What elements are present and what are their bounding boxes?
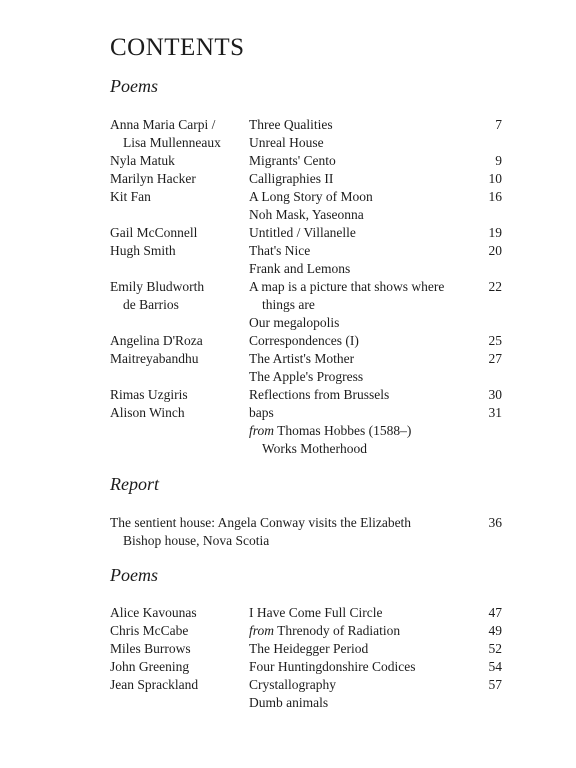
toc-author: Lisa Mullenneaux (123, 135, 221, 150)
toc-work: I Have Come Full Circle (249, 605, 383, 620)
toc-work: things are (262, 297, 315, 312)
toc-line (110, 170, 502, 188)
toc-line (110, 116, 502, 134)
toc-work: The Apple's Progress (249, 369, 364, 384)
toc-page-number: 31 (488, 405, 502, 420)
toc-work-prefix: from (249, 423, 275, 438)
toc-line (110, 296, 502, 314)
toc-page-number: 7 (495, 117, 502, 132)
toc-line (110, 188, 502, 206)
toc-work: Works Motherhood (262, 441, 368, 456)
toc-line (110, 422, 502, 440)
toc-line (110, 350, 502, 368)
toc-work: A map is a picture that shows where (249, 279, 445, 294)
toc-author: Angelina D'Roza (110, 333, 203, 348)
toc-page-number: 36 (488, 515, 502, 530)
toc-line (110, 440, 502, 458)
toc-work: Noh Mask, Yaseonna (249, 207, 364, 222)
toc-line (110, 386, 502, 404)
toc-page-number: 54 (488, 659, 502, 674)
report-title-line-1: The sentient house: Angela Conway visits the Elizabeth (110, 515, 412, 530)
toc-line (110, 278, 502, 296)
report-line (110, 514, 502, 532)
toc-work: Crystallography (249, 677, 336, 692)
toc-work: Unreal House (249, 135, 324, 150)
section-title-poems: Poems (110, 76, 158, 96)
toc-page-number: 27 (488, 351, 502, 366)
toc-work: That's Nice (249, 243, 311, 258)
toc-page-number: 20 (488, 243, 502, 258)
toc-work: Migrants' Cento (249, 153, 336, 168)
section-title-poems: Poems (110, 565, 158, 585)
toc-author: Kit Fan (110, 189, 151, 204)
toc-author: Miles Burrows (110, 641, 191, 656)
toc-author: John Greening (110, 659, 190, 674)
toc-author: Anna Maria Carpi / (110, 117, 216, 132)
toc-line (110, 694, 502, 712)
toc-work: A Long Story of Moon (249, 189, 373, 204)
toc-work: The Heidegger Period (249, 641, 369, 656)
toc-page-number: 10 (488, 171, 502, 186)
toc-work-title: Thomas Hobbes (1588–) (274, 423, 412, 438)
toc-work: Our megalopolis (249, 315, 340, 330)
page-title: CONTENTS (110, 34, 245, 61)
toc-page-number: 30 (488, 387, 502, 402)
toc-page-number: 52 (488, 641, 502, 656)
toc-work: Reflections from Brussels (249, 387, 390, 402)
toc-page-number: 57 (488, 677, 502, 692)
toc-work-title: Threnody of Radiation (274, 623, 401, 638)
toc-work: Frank and Lemons (249, 261, 351, 276)
toc-page-number: 9 (495, 153, 502, 168)
toc-work: baps (249, 405, 274, 420)
toc-page-number: 49 (488, 623, 502, 638)
report-line (110, 532, 502, 550)
toc-line (110, 604, 502, 622)
toc-author: Chris McCabe (110, 623, 189, 638)
toc-work: Dumb animals (249, 695, 329, 710)
toc-work: Correspondences (I) (249, 333, 359, 348)
toc-author: Emily Bludworth (110, 279, 205, 294)
toc-line (110, 368, 502, 386)
section-title-report: Report (110, 474, 159, 494)
toc-page-number: 19 (488, 225, 502, 240)
report-title-line-2: Bishop house, Nova Scotia (123, 533, 270, 548)
toc-line (110, 134, 502, 152)
toc-author: Nyla Matuk (110, 153, 175, 168)
toc-author: de Barrios (123, 297, 179, 312)
toc-author: Alison Winch (110, 405, 185, 420)
toc-page-number: 16 (488, 189, 502, 204)
toc-page-number: 25 (488, 333, 502, 348)
toc-author: Alice Kavounas (110, 605, 197, 620)
toc-page-number: 47 (488, 605, 502, 620)
toc-author: Hugh Smith (110, 243, 176, 258)
toc-author: Rimas Uzgiris (110, 387, 188, 402)
toc-work: Four Huntingdonshire Codices (249, 659, 416, 674)
toc-work: Untitled / Villanelle (249, 225, 356, 240)
toc-work: Calligraphies II (249, 171, 334, 186)
toc-line (110, 260, 502, 278)
toc-line (110, 314, 502, 332)
toc-line (110, 640, 502, 658)
toc-line (110, 404, 502, 422)
toc-line (110, 206, 502, 224)
toc-line (110, 242, 502, 260)
toc-line (110, 622, 502, 640)
toc-work: Three Qualities (249, 117, 333, 132)
toc-author: Gail McConnell (110, 225, 198, 240)
toc-work: The Artist's Mother (249, 351, 355, 366)
toc-author: Jean Sprackland (110, 677, 199, 692)
toc-line (110, 152, 502, 170)
toc-author: Maitreyabandhu (110, 351, 199, 366)
toc-author: Marilyn Hacker (110, 171, 196, 186)
toc-line (110, 676, 502, 694)
toc-line (110, 332, 502, 350)
toc-work-prefix: from (249, 623, 275, 638)
toc-work (249, 622, 400, 640)
toc-line (110, 658, 502, 676)
toc-page-number: 22 (488, 279, 502, 294)
toc-line (110, 224, 502, 242)
toc-work (249, 422, 411, 440)
